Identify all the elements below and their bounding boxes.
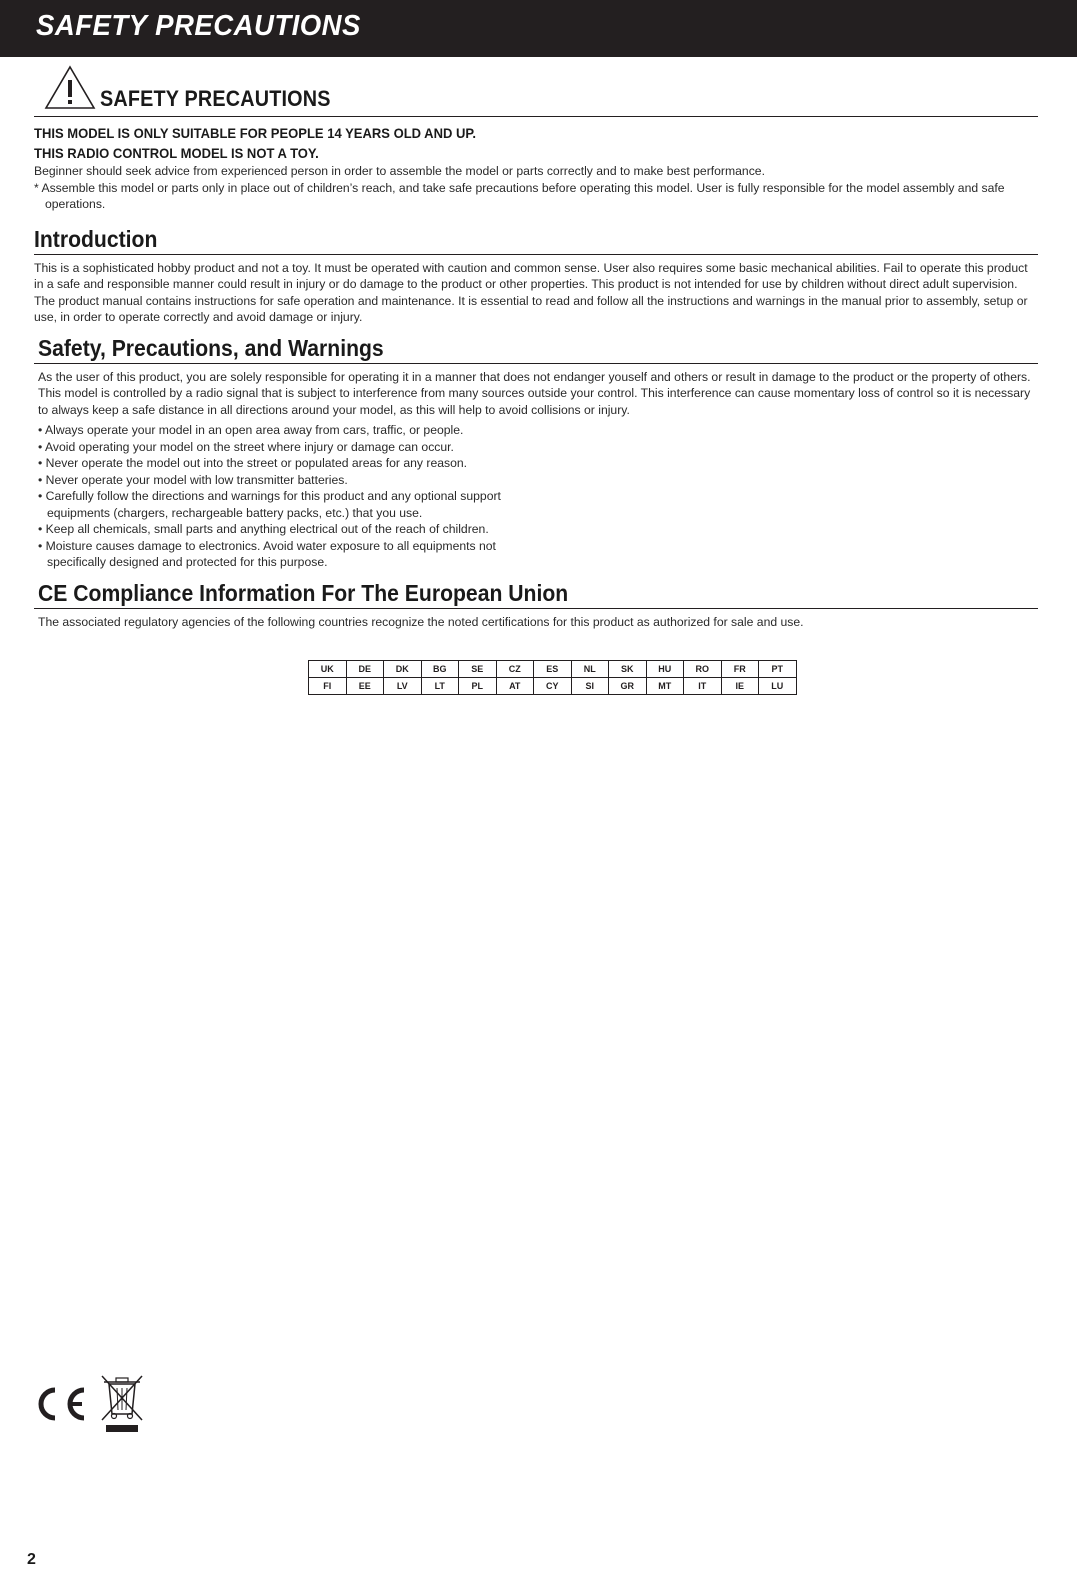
country-code: IT	[684, 678, 722, 695]
ce-mark-icon	[33, 1385, 89, 1423]
safety-paragraph-1: As the user of this product, you are solely responsible for operating it in a manner that does not endanger youself and others or result in damage to the product or the property of others.	[38, 369, 1031, 384]
list-item: • Avoid operating your model on the street where injury or damage can occur.	[38, 439, 454, 454]
safety-title: Safety, Precautions, and Warnings	[38, 334, 384, 361]
assembly-note: * Assemble this model or parts only in place out of children’s reach, and take safe precautions before operating this model. User is fully responsible for the model assembly and safe operations.	[34, 180, 1005, 211]
beginner-advice: Beginner should seek advice from experienced person in order to assemble the model or parts correctly and to make best performance.	[34, 164, 765, 178]
country-code: RO	[684, 661, 722, 678]
country-code: SK	[609, 661, 647, 678]
country-code: IE	[721, 678, 759, 695]
country-code: DK	[384, 661, 422, 678]
country-code: MT	[646, 678, 684, 695]
country-code: GR	[609, 678, 647, 695]
table-row	[309, 661, 797, 678]
warning-triangle-icon	[44, 64, 96, 110]
introduction-text: This is a sophisticated hobby product and not a toy. It must be operated with caution and common sense. User also requires some basic mechanical abilities. Fail to operate this product in a safe and responsible manner could result in injury or do damage to the product or other properties. This product is not intended for use by children without direct adult supervision. The product manual contains instructions for safe operation and maintenance. It is essential to read and follow all the instructions and warnings in the manual prior to assembly, setup or use, in order to operate correctly and avoid damage or injury.	[34, 260, 1028, 324]
safety-bullet-list	[38, 422, 558, 571]
country-code: SE	[459, 661, 497, 678]
safety-precautions-title: SAFETY PRECAUTIONS	[100, 86, 331, 111]
country-code: FR	[721, 661, 759, 678]
country-code: LV	[384, 678, 422, 695]
list-item: • Never operate your model with low transmitter batteries.	[38, 472, 348, 487]
ce-title: CE Compliance Information For The European Union	[38, 579, 569, 606]
not-a-toy-warning: THIS RADIO CONTROL MODEL IS NOT A TOY.	[34, 145, 319, 161]
country-code: AT	[496, 678, 534, 695]
list-item: • Carefully follow the directions and warnings for this product and any optional support equipments (chargers, rechargeable battery packs, etc.) that you use.	[38, 489, 501, 520]
page-content	[34, 62, 1038, 630]
header-bar	[0, 0, 1077, 57]
safety-precautions-heading	[34, 62, 1038, 117]
country-code: ES	[534, 661, 572, 678]
country-code: BG	[421, 661, 459, 678]
page-number: 2	[27, 1551, 36, 1568]
introduction-title: Introduction	[34, 225, 158, 252]
ce-text: The associated regulatory agencies of the following countries recognize the noted certifications for this product as authorized for sale and use.	[38, 614, 804, 629]
list-item: • Keep all chemicals, small parts and anything electrical out of the reach of children.	[38, 522, 489, 536]
page-title: SAFETY PRECAUTIONS	[36, 10, 361, 42]
country-code: CY	[534, 678, 572, 695]
country-code: PL	[459, 678, 497, 695]
country-code: HU	[646, 661, 684, 678]
country-code: NL	[571, 661, 609, 678]
country-code: LT	[421, 678, 459, 695]
country-code: LU	[759, 678, 797, 695]
list-item: • Moisture causes damage to electronics. Avoid water exposure to all equipments not specifically designed and protected for this purpose.	[38, 538, 496, 569]
country-code: UK	[309, 661, 347, 678]
country-code: EE	[346, 678, 384, 695]
list-item: • Always operate your model in an open area away from cars, traffic, or people.	[38, 423, 464, 437]
introduction-heading	[34, 225, 1038, 255]
country-table	[308, 660, 797, 695]
country-code: CZ	[496, 661, 534, 678]
country-code: SI	[571, 678, 609, 695]
country-code: DE	[346, 661, 384, 678]
country-code: PT	[759, 661, 797, 678]
table-row	[309, 678, 797, 695]
country-code: FI	[309, 678, 347, 695]
age-warning: THIS MODEL IS ONLY SUITABLE FOR PEOPLE 14 YEARS OLD AND UP.	[34, 125, 477, 141]
ce-heading	[34, 579, 1038, 609]
crossed-bin-icon	[100, 1374, 144, 1434]
safety-paragraph-2: This model is controlled by a radio signal that is subject to interference from many sources outside your control. This interference can cause momentary loss of control so it is necessary to always keep a safe distance in all directions around your model, as this will help to avoid collisions or injury.	[38, 386, 1031, 417]
list-item: • Never operate the model out into the street or populated areas for any reason.	[38, 456, 468, 470]
safety-heading	[34, 334, 1038, 364]
